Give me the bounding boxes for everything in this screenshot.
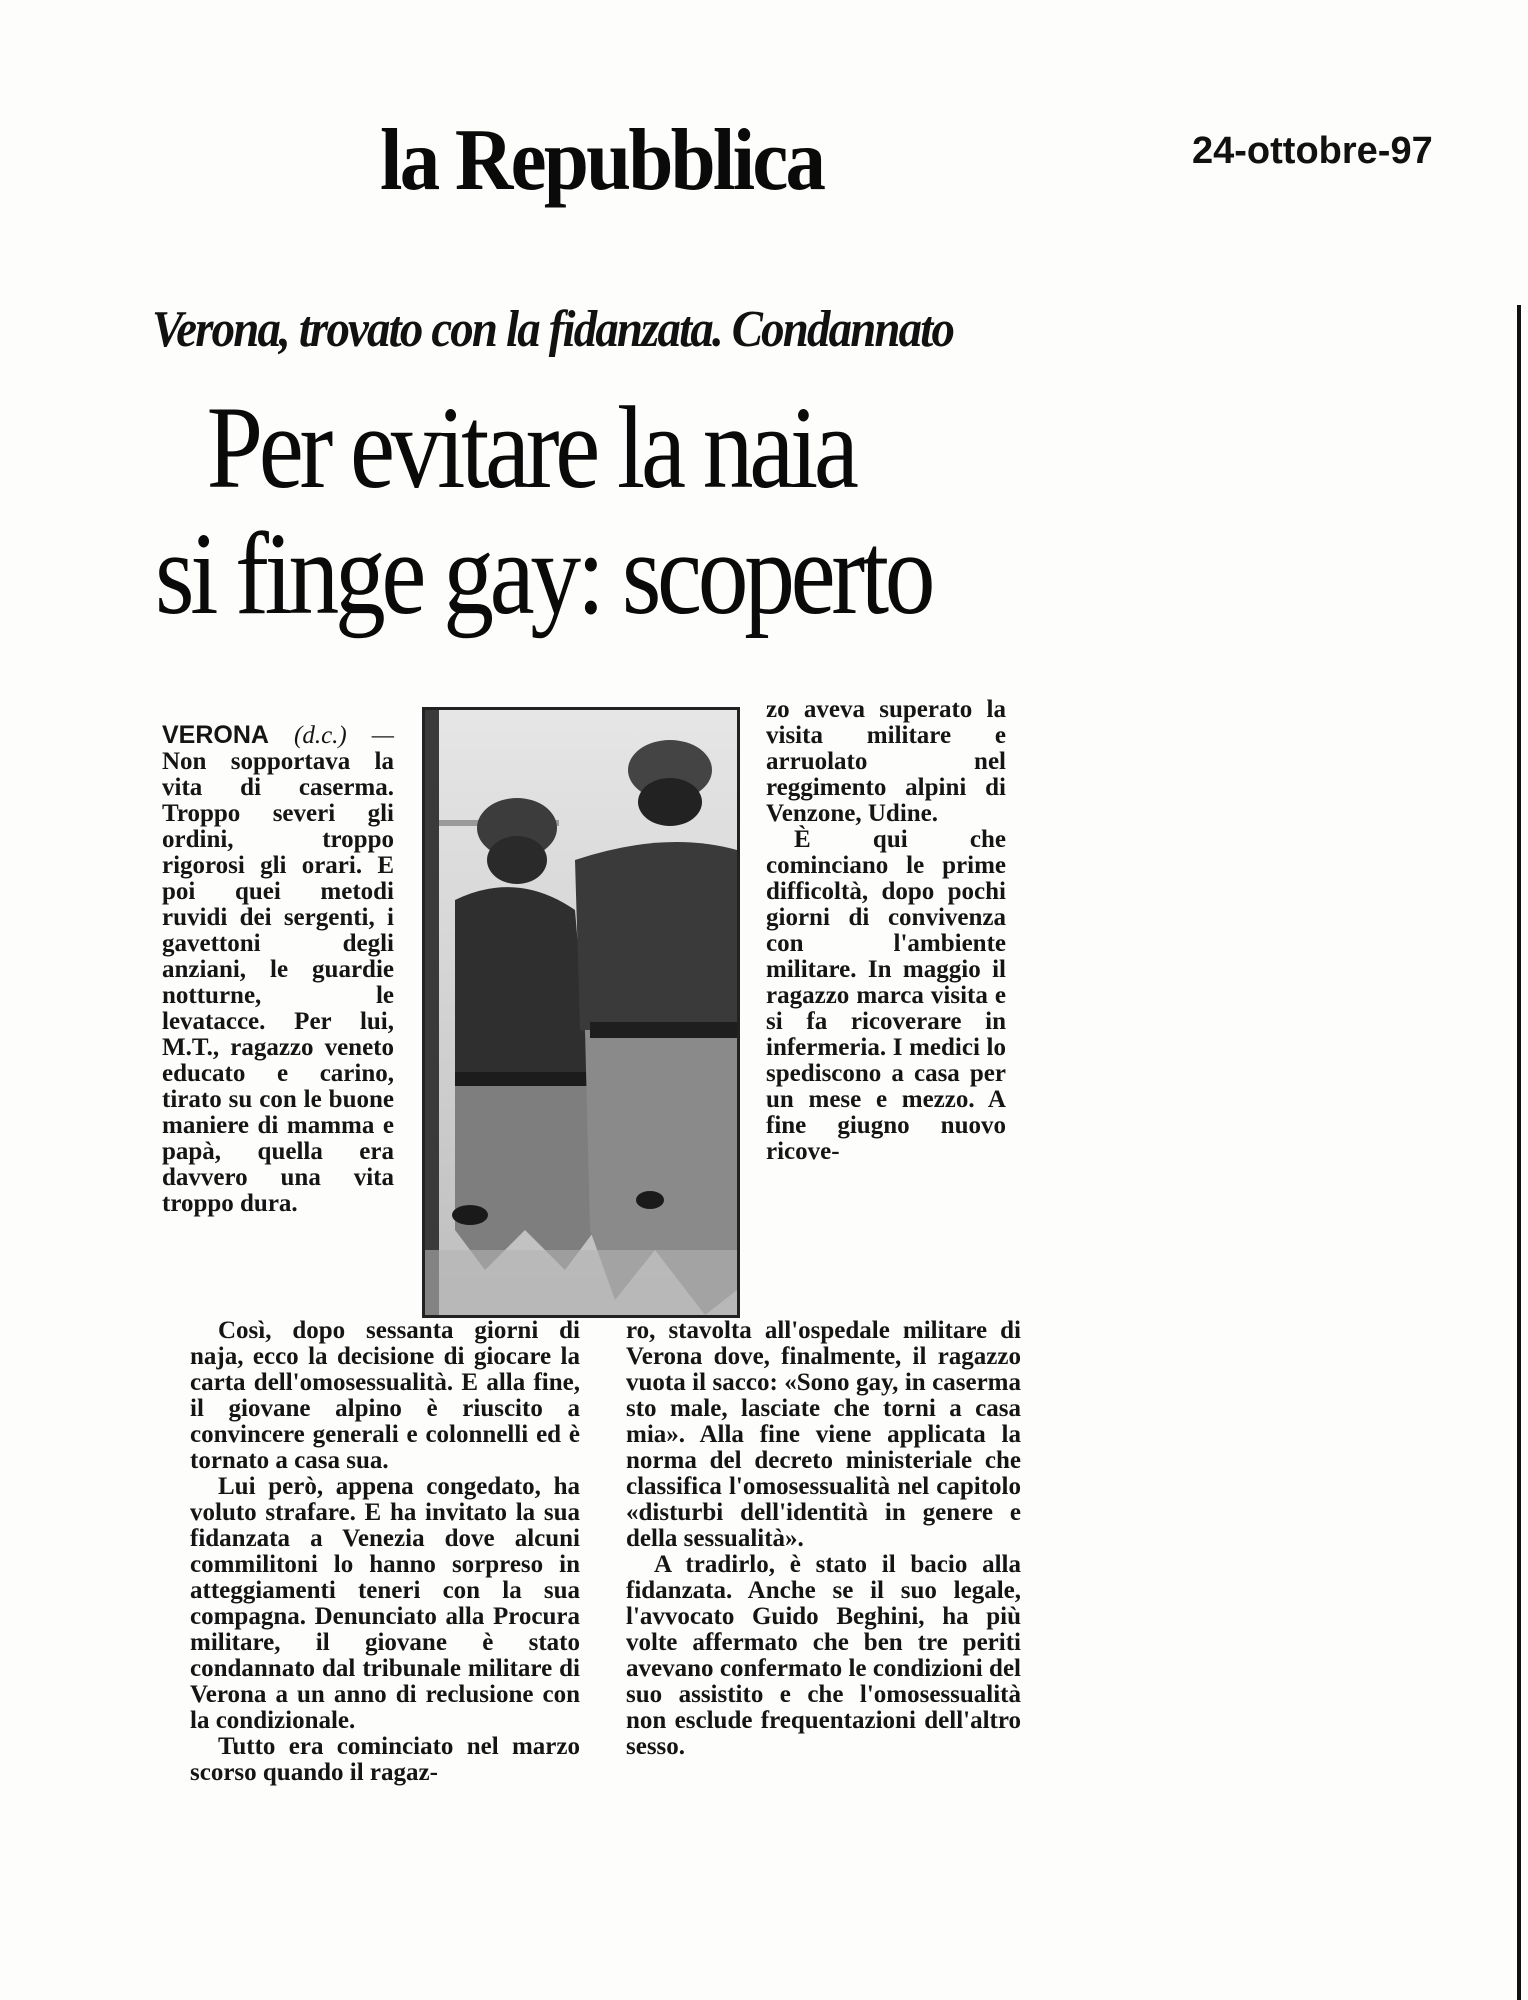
paragraph: zo aveva superato la visita militare e arruolato nel reggimento alpini di Venzone, Udine.: [766, 696, 1006, 827]
paragraph: Tutto era cominciato nel marzo scorso quando il ragaz-: [190, 1733, 580, 1786]
headline-line-2: si finge gay: scoperto: [155, 508, 932, 639]
soldiers-photo-illustration: [425, 710, 737, 1315]
article-column-a: [162, 722, 394, 1217]
clipping-date: 24-ottobre-97: [1192, 130, 1433, 172]
article-photo: [422, 707, 740, 1318]
dateline-city: VERONA: [162, 721, 269, 749]
dateline-initials: (d.c.) —: [294, 722, 394, 749]
paragraph: A tradirlo, è stato il bacio alla fidanzata. Anche se il suo legale, l'avvocato Guido Beghini, ha più volte affermato che ben tre periti avevano confermato le condizioni del suo assistito e che l'omosessualità non esclude frequentazioni dell'altro sesso.: [626, 1551, 1021, 1760]
article-column-c: [190, 1318, 580, 1786]
headline-line-1: Per evitare la naia: [206, 382, 855, 513]
article-kicker: Verona, trovato con la fidanzata. Condannato: [152, 301, 954, 358]
paragraph: Lui però, appena congedato, ha voluto strafare. E ha invitato la sua fidanzata a Venezia dove alcuni commilitoni lo hanno sorpreso in atteggiamenti teneri con la sua compagna. Denunciato alla Procura militare, il giovane è stato condannato dal tribunale militare di Verona a un anno di reclusione con la condizionale.: [190, 1473, 580, 1734]
paragraph: Così, dopo sessanta giorni di naja, ecco la decisione di giocare la carta dell'omosessualità. E alla fine, il giovane alpino è riuscito a convincere generali e colonnelli ed è tornato a casa sua.: [190, 1317, 580, 1474]
article-column-b: [766, 697, 1006, 1165]
paragraph: ro, stavolta all'ospedale militare di Verona dove, finalmente, il ragazzo vuota il sacco: «Sono gay, in caserma sto male, lasciate che torni a casa mia». Alla fine viene applicata la norma del decreto ministeriale che classifica l'omosessualità nel capitolo «disturbi dell'identità in genere e della sessualità».: [626, 1317, 1021, 1552]
article-headline: [155, 382, 932, 639]
page-edge-rule: [1517, 305, 1521, 2000]
article-column-d: [626, 1318, 1021, 1760]
dateline: [162, 722, 394, 1217]
paragraph: È qui che cominciano le prime difficoltà, dopo pochi giorni di convivenza con l'ambiente militare. In maggio il ragazzo marca visita e si fa ricoverare in infermeria. I medici lo spediscono a casa per un mese e mezzo. A fine giugno nuovo ricove-: [766, 826, 1006, 1165]
masthead-logo: la Repubblica: [380, 112, 824, 209]
paragraph: Non sopportava la vita di caserma. Troppo severi gli ordini, troppo rigorosi gli orari. E poi quei metodi ruvidi dei sergenti, i gavettoni degli anziani, le guardie notturne, le levatacce. Per lui, M.T., ragazzo veneto educato e carino, tirato su con le buone maniere di mamma e papà, quella era davvero una vita troppo dura.: [162, 748, 394, 1217]
